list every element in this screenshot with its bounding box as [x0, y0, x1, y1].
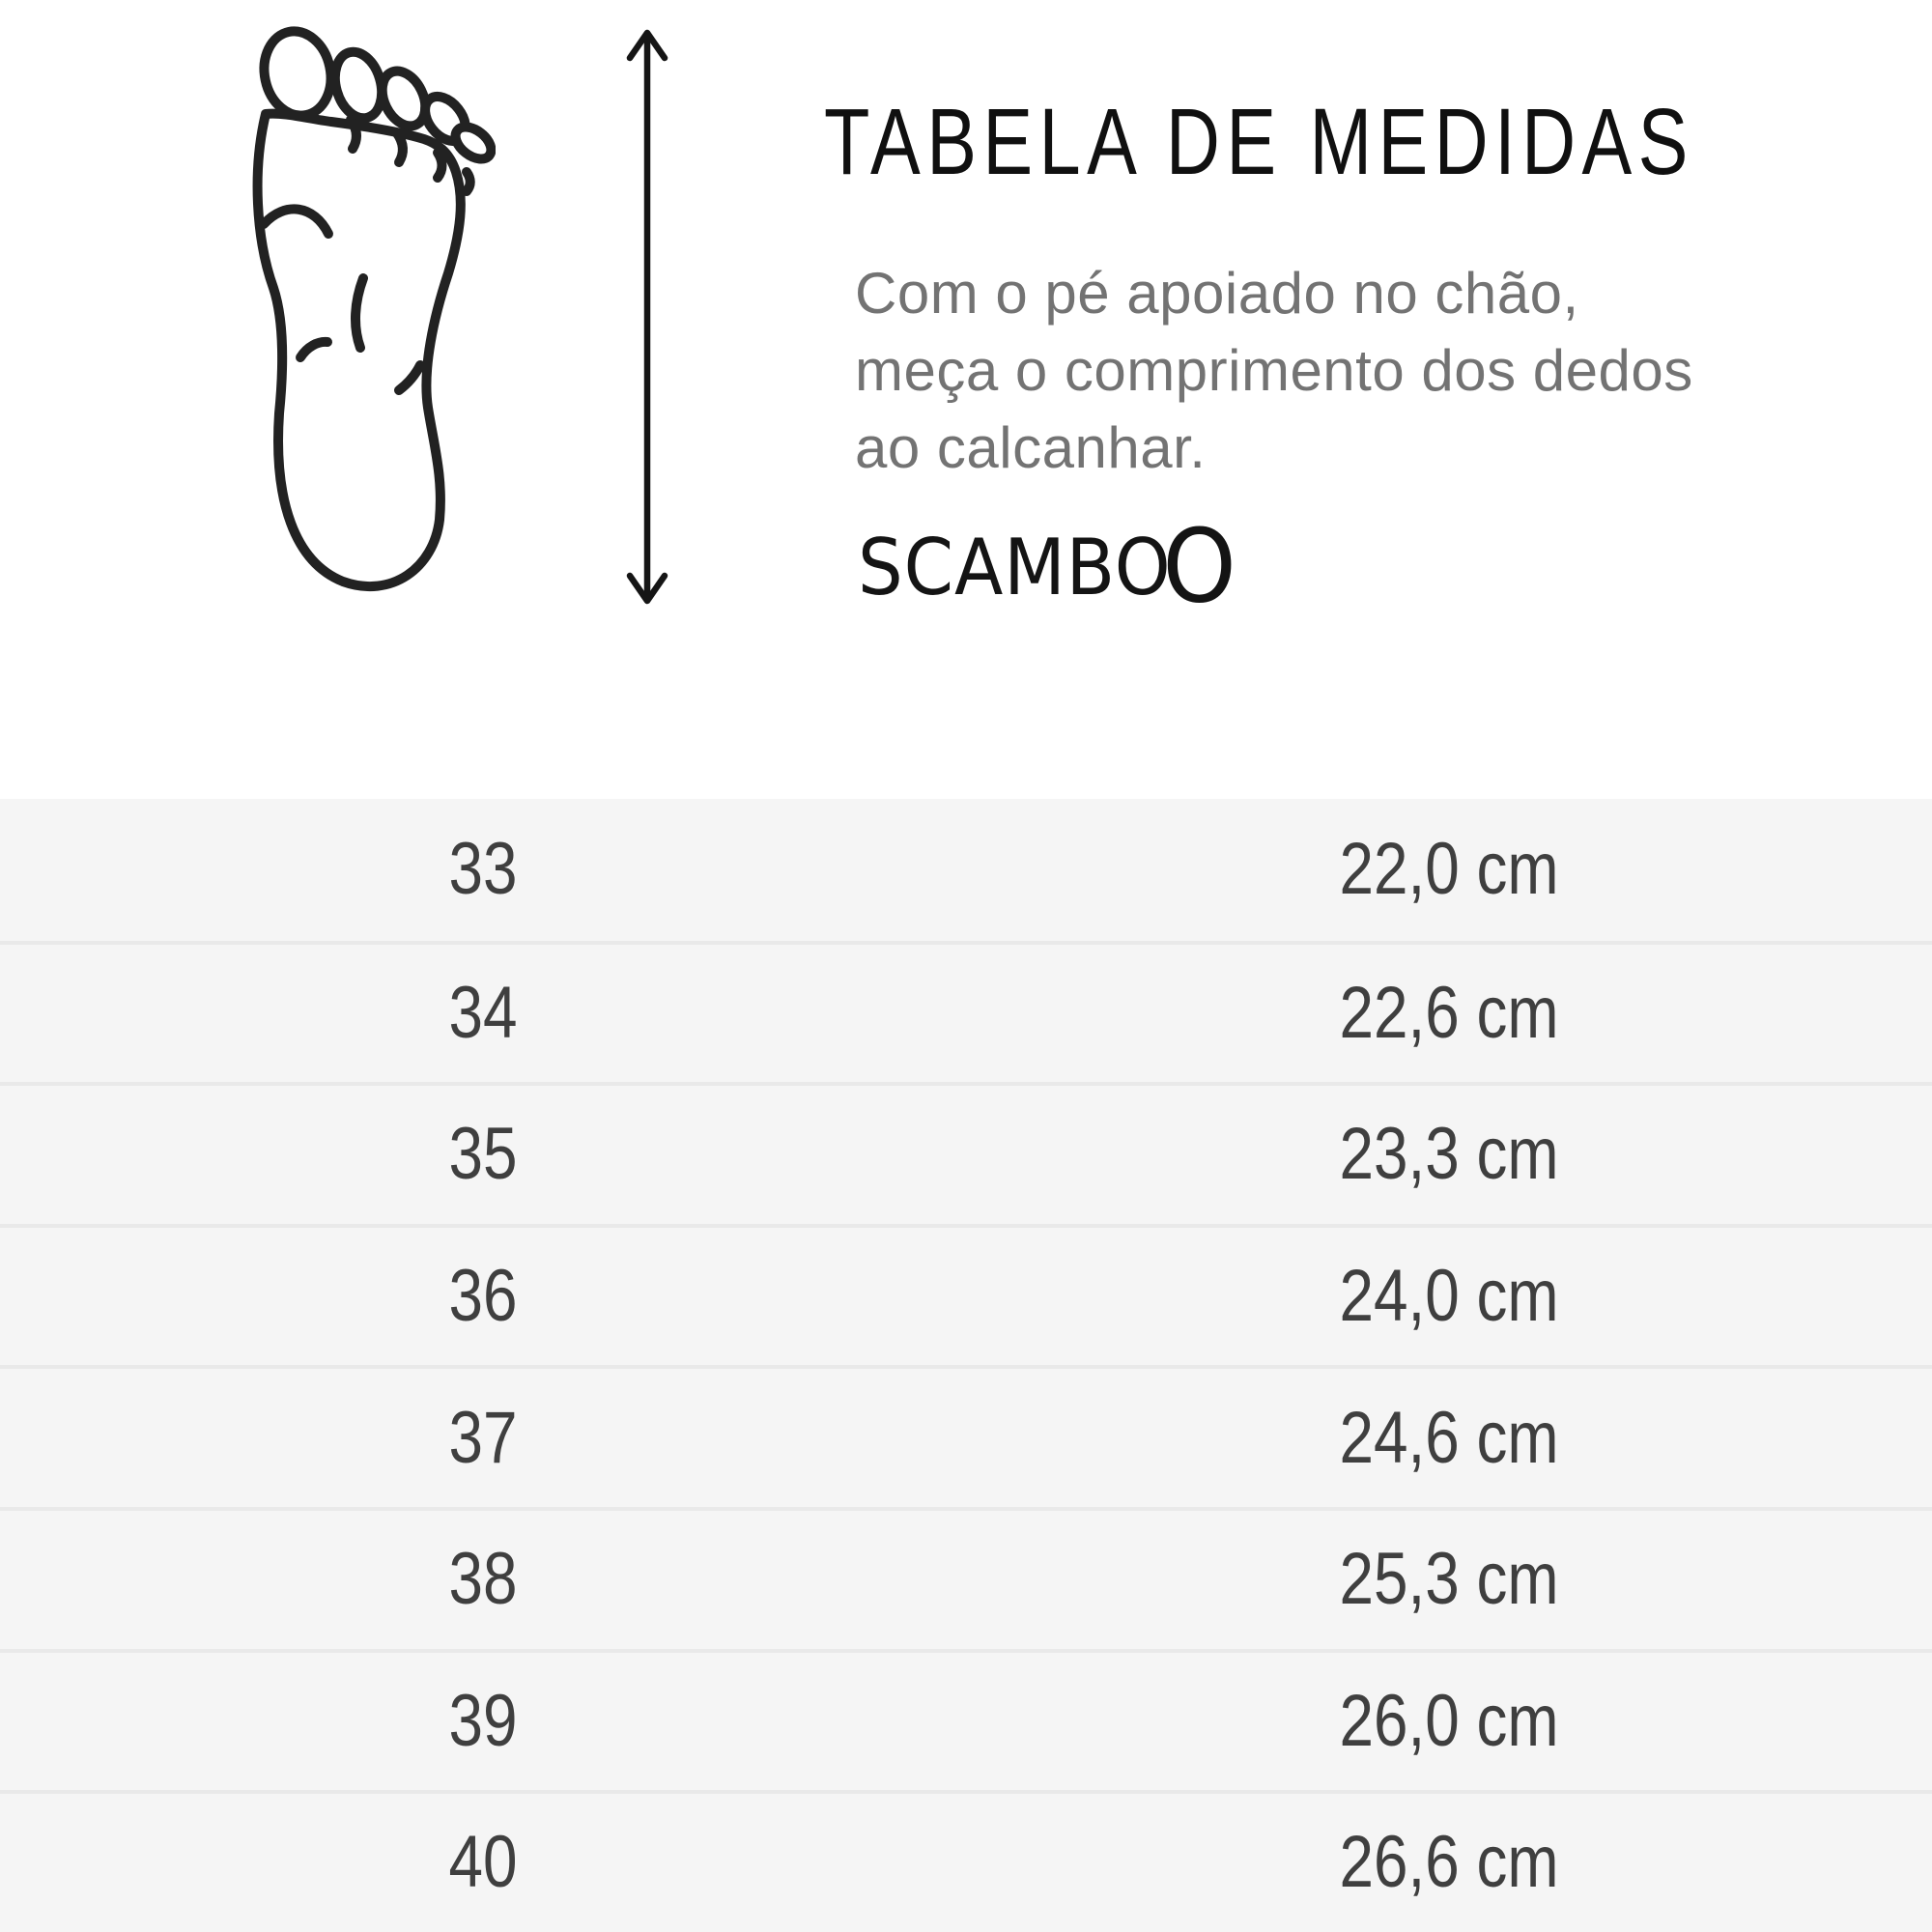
vertical-measure-arrow-icon [622, 25, 672, 609]
size-table [0, 799, 1932, 1932]
size-cell: 37 [448, 1396, 518, 1479]
brand-logo-text: SCAMBO [858, 523, 1172, 612]
length-cell: 24,0 cm [1339, 1255, 1559, 1338]
size-cell: 38 [448, 1538, 518, 1621]
measurement-instructions [855, 255, 1693, 487]
table-row [0, 1649, 1932, 1791]
length-cell: 23,3 cm [1339, 1113, 1559, 1196]
length-cell: 26,0 cm [1339, 1679, 1559, 1762]
table-row [0, 799, 1932, 941]
instruction-line: ao calcanhar. [855, 415, 1207, 480]
length-cell: 24,6 cm [1339, 1396, 1559, 1479]
size-cell: 39 [448, 1679, 518, 1762]
table-row [0, 1790, 1932, 1932]
length-cell: 22,6 cm [1339, 971, 1559, 1054]
size-cell: 36 [448, 1255, 518, 1338]
instruction-line: meça o comprimento dos dedos [855, 338, 1693, 403]
size-cell: 33 [448, 828, 518, 911]
brand-logo [858, 506, 1237, 626]
length-cell: 25,3 cm [1339, 1538, 1559, 1621]
page-title: TABELA DE MEDIDAS [824, 89, 1694, 194]
foot-sole-icon [235, 25, 496, 624]
table-row [0, 1365, 1932, 1507]
table-row [0, 941, 1932, 1083]
length-cell: 26,6 cm [1339, 1821, 1559, 1904]
table-row [0, 1082, 1932, 1224]
brand-logo-big-o: O [1162, 506, 1237, 626]
instruction-line: Com o pé apoiado no chão, [855, 261, 1579, 326]
size-cell: 35 [448, 1113, 518, 1196]
size-cell: 34 [448, 971, 518, 1054]
length-cell: 22,0 cm [1339, 828, 1559, 911]
table-row [0, 1507, 1932, 1649]
size-cell: 40 [448, 1821, 518, 1904]
table-row [0, 1224, 1932, 1366]
